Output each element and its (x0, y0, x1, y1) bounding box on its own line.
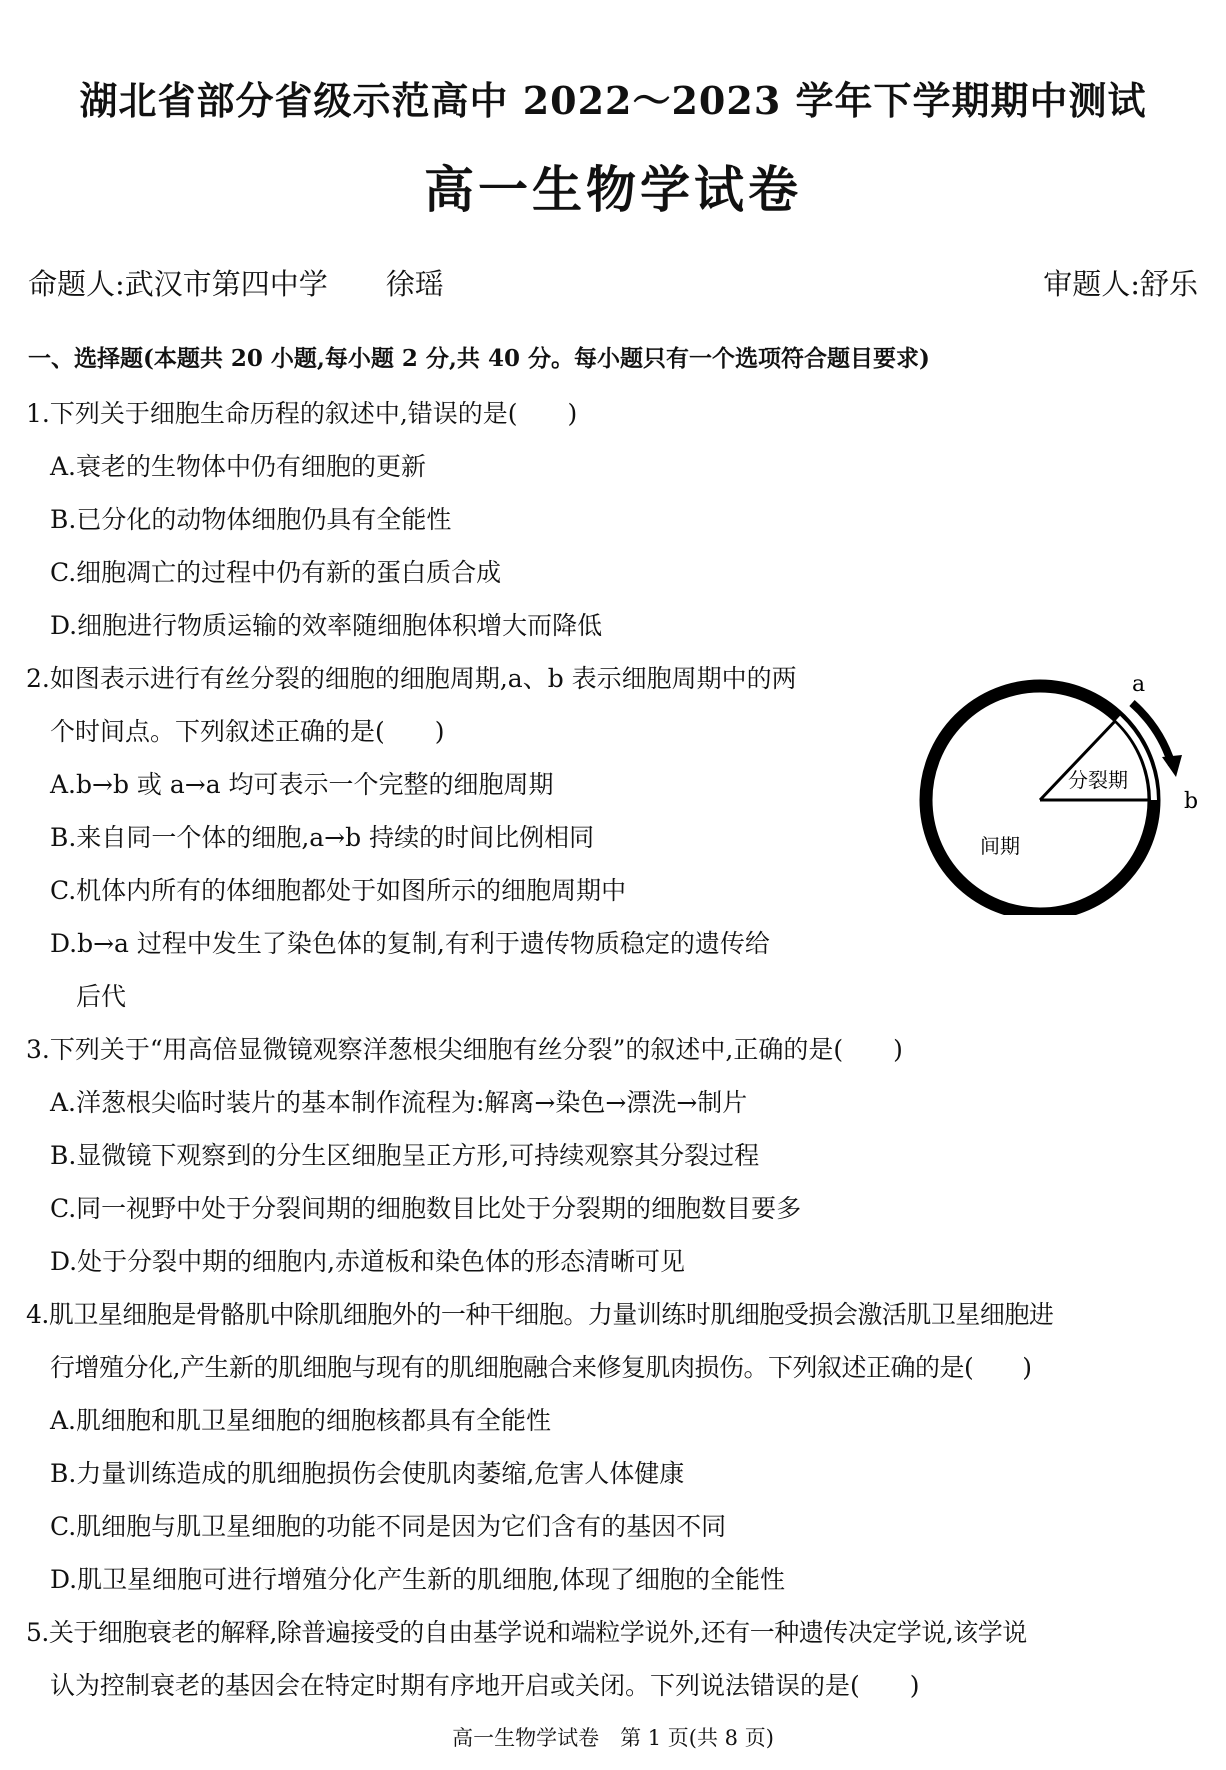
question-2-option-d-continued: 后代 (76, 982, 127, 1011)
question-4-stem-line-1: 4.肌卫星细胞是骨骼肌中除肌细胞外的一种干细胞。力量训练时肌细胞受损会激活肌卫星细胞进 (26, 1300, 1054, 1329)
question-2-stem-line-1: 2.如图表示进行有丝分裂的细胞的细胞周期,a、b 表示细胞周期中的两 (26, 664, 797, 693)
exam-title: 湖北省部分省级示范高中 2022～2023 学年下学期期中测试 (79, 78, 1147, 123)
direction-arrow-head (1162, 755, 1182, 777)
question-2-stem-line-2: 个时间点。下列叙述正确的是( ) (50, 717, 445, 746)
question-4-option-b: B.力量训练造成的肌细胞损伤会使肌肉萎缩,危害人体健康 (50, 1459, 685, 1488)
question-3-option-a: A.洋葱根尖临时装片的基本制作流程为:解离→染色→漂洗→制片 (50, 1088, 748, 1117)
question-2-option-d: D.b→a 过程中发生了染色体的复制,有利于遗传物质稳定的遗传给 (50, 929, 770, 958)
question-4-option-c: C.肌细胞与肌卫星细胞的功能不同是因为它们含有的基因不同 (50, 1512, 727, 1541)
question-setter: 命题人:武汉市第四中学 徐瑶 (28, 267, 444, 301)
question-2-option-b: B.来自同一个体的细胞,a→b 持续的时间比例相同 (50, 823, 595, 852)
question-1-option-a: A.衰老的生物体中仍有细胞的更新 (50, 452, 427, 481)
question-4-option-a: A.肌细胞和肌卫星细胞的细胞核都具有全能性 (50, 1406, 552, 1435)
label-b: b (1184, 789, 1199, 814)
page-footer: 高一生物学试卷 第 1 页(共 8 页) (452, 1726, 774, 1750)
question-5-stem-line-1: 5.关于细胞衰老的解释,除普遍接受的自由基学说和端粒学说外,还有一种遗传决定学说,该学说 (26, 1618, 1027, 1647)
division-phase-label: 分裂期 (1068, 768, 1128, 792)
interphase-label: 间期 (980, 834, 1020, 858)
question-3-option-d: D.处于分裂中期的细胞内,赤道板和染色体的形态清晰可见 (50, 1247, 686, 1276)
question-2-option-c: C.机体内所有的体细胞都处于如图所示的细胞周期中 (50, 876, 627, 905)
question-1-stem: 1.下列关于细胞生命历程的叙述中,错误的是( ) (26, 399, 578, 428)
exam-subtitle: 高一生物学试卷 (424, 160, 802, 219)
question-3-option-c: C.同一视野中处于分裂间期的细胞数目比处于分裂期的细胞数目要多 (50, 1194, 802, 1223)
question-3-stem: 3.下列关于“用高倍显微镜观察洋葱根尖细胞有丝分裂”的叙述中,正确的是( ) (26, 1035, 903, 1064)
question-5-stem-line-2: 认为控制衰老的基因会在特定时期有序地开启或关闭。下列说法错误的是( ) (50, 1671, 920, 1700)
question-3-option-b: B.显微镜下观察到的分生区细胞呈正方形,可持续观察其分裂过程 (50, 1141, 760, 1170)
cell-cycle-diagram (900, 665, 1210, 915)
question-4-stem-line-2: 行增殖分化,产生新的肌细胞与现有的肌细胞融合来修复肌肉损伤。下列叙述正确的是( ) (50, 1353, 1032, 1382)
section-header: 一、选择题(本题共 20 小题,每小题 2 分,共 40 分。每小题只有一个选项符合题目要求) (28, 345, 930, 372)
question-4-option-d: D.肌卫星细胞可进行增殖分化产生新的肌细胞,体现了细胞的全能性 (50, 1565, 786, 1594)
question-reviewer: 审题人:舒乐 (1043, 267, 1198, 301)
question-1-option-b: B.已分化的动物体细胞仍具有全能性 (50, 505, 452, 534)
question-1-option-c: C.细胞凋亡的过程中仍有新的蛋白质合成 (50, 558, 502, 587)
question-1-option-d: D.细胞进行物质运输的效率随细胞体积增大而降低 (50, 611, 603, 640)
question-2-option-a: A.b→b 或 a→a 均可表示一个完整的细胞周期 (50, 770, 554, 799)
label-a: a (1132, 672, 1146, 697)
